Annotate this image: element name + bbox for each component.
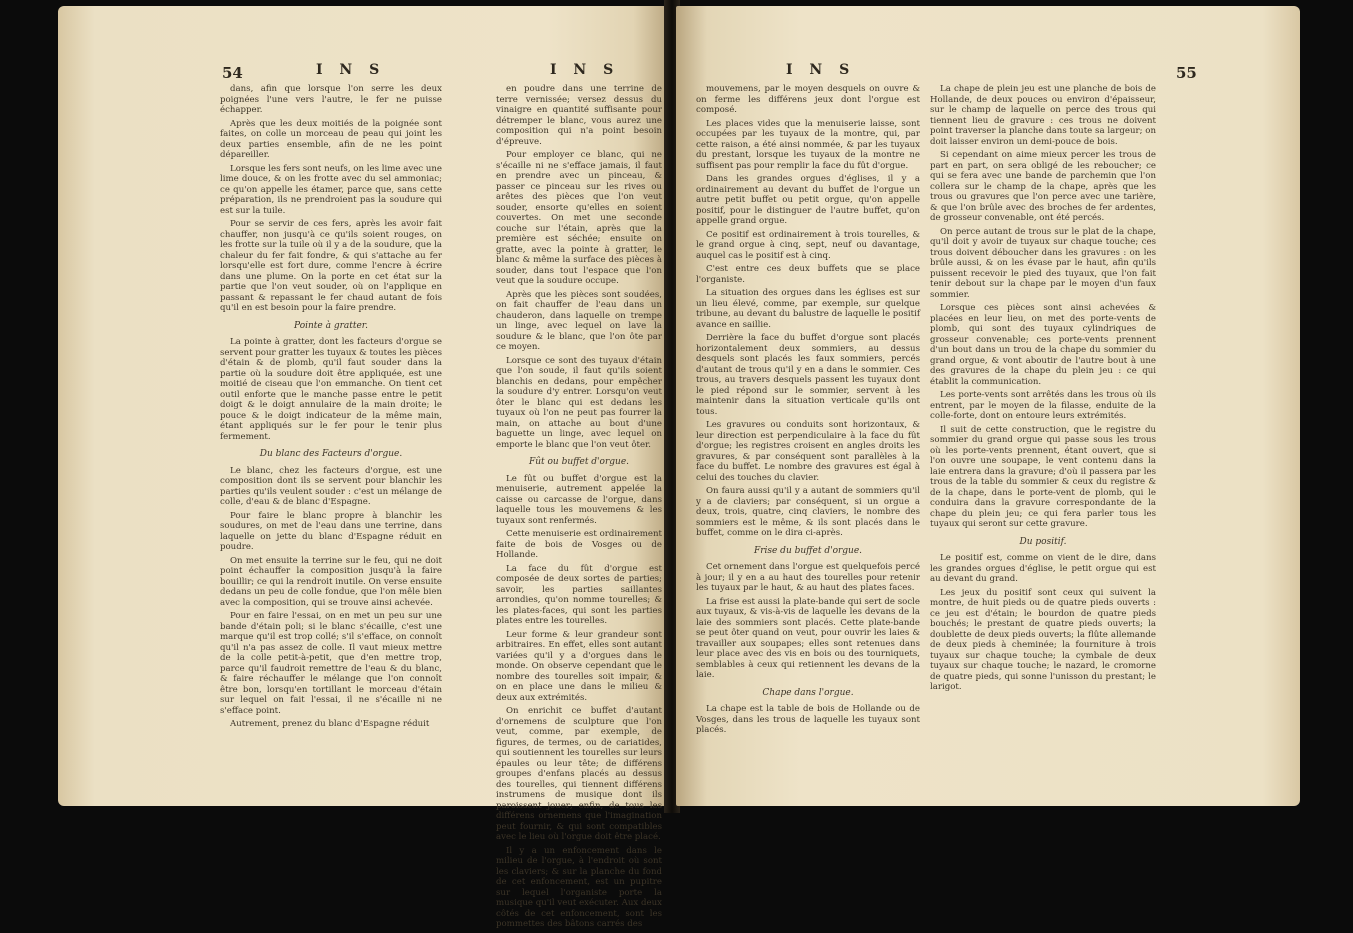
- paragraph: Les places vides que la menuiserie laisse, sont occupées par les tuyaux de la montre, qui, par cette raison, a été ainsi nommée, & par les tuyaux du prestant, lorsque les tuyaux de la montre ne suffisent pas pour remplir la face du fût d'orgue.: [696, 118, 920, 171]
- paragraph: Pour en faire l'essai, on en met un peu sur une bande d'étain poli; si le blanc s'écaille, c'est une marque qu'il est trop collé; s'il s'efface, on connoît qu'il n'a pas assez de colle. Il vaut mieux mettre de la colle petit-à-petit, que d'en mettre trop, parce qu'il faudroit remettre de l'eau & du blanc, & faire réchauffer le mélange que l'on connoît être bon, lorsqu'en tortillant le morceau d'étain sur lequel on fait l'essai, il ne s'écaille ni ne s'efface point.: [220, 611, 442, 716]
- paragraph: La frise est aussi la plate-bande qui sert de socle aux tuyaux, & vis-à-vis de laquelle les devans de la laie des sommiers sont placés. Cette plate-bande se peut ôter quand on veut, pour ouvrir les laies & travailler aux soupapes; elles sont retenues dans leur place avec des vis en bois ou des tourniquets, semblables à ceux qui retiennent les devans de la laie.: [696, 596, 920, 680]
- paragraph: On met ensuite la terrine sur le feu, qui ne doit point échauffer la composition jusqu'à la faire bouillir; ce qui la rendroit inutile. On verse ensuite dedans un peu de colle fondue, que l'on mêle bien avec la composition, qui se trouve ainsi achevée.: [220, 555, 442, 608]
- text-column-1: [220, 84, 442, 733]
- paragraph: Le blanc, chez les facteurs d'orgue, est une composition dont ils se servent pour blanchir les parties qu'ils veulent souder : c'est un mélange de colle, d'eau & de blanc d'Espagne.: [220, 465, 442, 507]
- paragraph: Cette menuiserie est ordinairement faite de bois de Vosges ou de Hollande.: [496, 529, 662, 560]
- paragraph: Autrement, prenez du blanc d'Espagne réduit: [230, 719, 430, 729]
- section-heading: Pointe à gratter.: [294, 320, 368, 331]
- text-column-1: [696, 84, 920, 739]
- paragraph: Il y a un enfoncement dans le milieu de l'orgue, à l'endroit où sont les claviers; & sur la planche du fond de cet enfoncement, est un pupitre sur lequel l'organiste porte la musique qu'il veut exécuter. Aux deux côtés de cet enfoncement, sont les pommettes des bâtons carrés des: [496, 845, 662, 929]
- paragraph: La situation des orgues dans les églises est sur un lieu élevé, comme, par exemple, sur quelque tribune, au devant du balustre de laquelle le positif avance en saillie.: [696, 288, 920, 330]
- paragraph: Leur forme & leur grandeur sont arbitraires. En effet, elles sont autant variées qu'il y a d'orgues dans le monde. On observe cependant que le nombre des tourelles soit impair, & on en place une dans le milieu & deux aux extrémités.: [496, 629, 662, 703]
- right-page: [676, 6, 1300, 806]
- paragraph: La chape de plein jeu est une planche de bois de Hollande, de deux pouces ou environ d'épaisseur, sur le champ de laquelle on perce des trous qui tiennent lieu de gravure : ces trous ne doivent point traverser la planche dans toute sa largeur; on doit laisser environ un demi-pouce de bois.: [930, 84, 1156, 147]
- paragraph: dans, afin que lorsque l'on serre les deux poignées l'une vers l'autre, le fer ne puisse échapper.: [220, 84, 442, 115]
- paragraph: Cet ornement dans l'orgue est quelquefois percé à jour; il y en a au haut des tourelles pour retenir les tuyaux par le haut, & au haut des plates faces.: [696, 562, 920, 593]
- paragraph: Derrière la face du buffet d'orgue sont placés horizontalement deux sommiers, au dessus desquels sont placés les faux sommiers, percés d'autant de trous qu'il y en a dans le sommier. Ces trous, au travers desquels passent les tuyaux dont le pied répond sur le sommier, servent à les maintenir dans la situation verticale qu'ils ont tous.: [696, 333, 920, 417]
- paragraph: Lorsque ce sont des tuyaux d'étain que l'on soude, il faut qu'ils soient blanchis en dedans, pour empêcher la soudure d'y entrer. Lorsqu'on veut ôter le blanc qui est dedans les tuyaux où l'on ne peut pas fourrer la main, on attache au bout d'une baguette un linge, avec lequel on emporte le blanc que l'on veut ôter.: [496, 355, 662, 450]
- section-heading: Du positif.: [1019, 536, 1067, 547]
- paragraph: Il suit de cette construction, que le registre du sommier du grand orgue qui passe sous les trous où les porte-vents prennent, étant ouvert, que si l'on ouvre une soupape, le vent contenu dans la laie entrera dans la gravure; d'où il passera par les trous de la table du sommier & ceux du registre & de la chape, dans le porte-vent de plomb, qui le conduira dans la gravure correspondante de la chape du plein jeu; ce qui fera parler tous les tuyaux qui seront sur cette gravure.: [930, 424, 1156, 529]
- section-heading: Fût ou buffet d'orgue.: [528, 457, 630, 467]
- paragraph: Si cependant on aime mieux percer les trous de part en part, on sera obligé de les reboucher; ce qui se fera avec une bande de parchemin que l'on collera sur le champ de la chape, après que les trous ou gravures que l'on perce avec une tarière, & que l'on brûle avec des broches de fer ardentes, de grosseur convenable, ont été percés.: [930, 150, 1156, 223]
- paragraph: Les porte-vents sont arrêtés dans les trous où ils entrent, par le moyen de la filasse, enduite de la colle-forte, dont on entoure leurs extrémités.: [930, 390, 1156, 421]
- paragraph: Lorsque les fers sont neufs, on les lime avec une lime douce, & on les frotte avec du sel ammoniac; ce qu'on appelle les étamer, parce que, sans cette préparation, ils ne prendroient pas la soudure qui est sur la tuile.: [220, 163, 442, 216]
- paragraph: mouvemens, par le moyen desquels on ouvre & on ferme les différens jeux dont l'orgue est composé.: [696, 84, 920, 115]
- page-number: 54: [222, 64, 243, 82]
- paragraph: Lorsque ces pièces sont ainsi achevées & placées en leur lieu, on met des porte-vents de plomb, qui sont des tuyaux cylindriques de grosseur convenable; ces porte-vents prennent d'un bout dans un trou de la chape du sommier du grand orgue, & vont aboutir de l'autre bout à une des gravures de la chape du plein jeu : ce qui établit la communication.: [930, 303, 1156, 387]
- paragraph: Dans les grandes orgues d'églises, il y a ordinairement au devant du buffet de l'orgue un autre petit buffet ou petit orgue, qu'on appelle positif, pour le distinguer de l'autre buffet, qu'on appelle grand orgue.: [696, 174, 920, 226]
- running-head: I N S: [316, 62, 386, 78]
- paragraph: C'est entre ces deux buffets que se place l'organiste.: [696, 264, 920, 285]
- left-page: [58, 6, 670, 929]
- paragraph: On faura aussi qu'il y a autant de sommiers qu'il y a de claviers; par conséquent, si un orgue a deux, trois, quatre, cinq claviers, le nombre des sommiers est le même, & ils sont placés dans le buffet, comme on le dira ci-après.: [696, 486, 920, 538]
- paragraph: Les jeux du positif sont ceux qui suivent la montre, de huit pieds ou de quatre pieds ouverts : ce jeu est d'étain; le bourdon de quatre pieds bouchés; le prestant de quatre pieds ouverts; la doublette de deux pieds ouverts; la flûte allemande de deux pieds à cheminée; la fourniture à trois tuyaux sur chaque touche; la cymbale de deux tuyaux sur chaque touche; le nazard, le cromorne de quatre pieds, qui sonne l'unisson du prestant; le larigot.: [930, 587, 1156, 692]
- paragraph: Pour employer ce blanc, qui ne s'écaille ni ne s'efface jamais, il faut en prendre avec un pinceau, & passer ce pinceau sur les rives ou arêtes des pièces que l'on veut souder, ensorte qu'elles en soient couvertes. On met une seconde couche sur l'étain, après que la première est séchée; ensuite on gratte, avec la pointe à gratter, le blanc & même la surface des pièces à souder, dans tout l'espace que l'on veut que la soudure occupe.: [496, 150, 662, 286]
- paragraph: Les gravures ou conduits sont horizontaux, & leur direction est perpendiculaire à la face du fût d'orgue; les registres croisent en angles droits les gravures, & par conséquent sont parallèles à la face du buffet. Le nombre des gravures est égal à celui des touches du clavier.: [696, 420, 920, 483]
- running-head-column-2: I N S: [550, 62, 620, 78]
- paragraph: Le positif est, comme on vient de le dire, dans les grandes orgues d'église, le petit orgue qui est au devant du grand.: [930, 553, 1156, 584]
- text-column-2: [930, 84, 1156, 696]
- section-heading: Frise du buffet d'orgue.: [753, 545, 863, 556]
- paragraph: La face du fût d'orgue est composée de deux sortes de parties; savoir, les parties saillantes arrondies, qu'on nomme tourelles; & les plates-faces, qui sont les parties plates entre les tourelles.: [496, 563, 662, 626]
- text-column-2: [496, 84, 662, 933]
- section-heading: Du blanc des Facteurs d'orgue.: [259, 449, 403, 459]
- paragraph: Pour se servir de ces fers, après les avoir fait chauffer, non jusqu'à ce qu'ils soient rouges, on les frotte sur la tuile où il y a de la soudure, que la chaleur du fer fait fondre, & qui s'attache au fer lorsqu'elle est fort dure, comme l'encre à écrire dans une plume. On la porte en cet état sur la partie que l'on veut souder, où on l'applique en passant & repassant le fer chaud autant de fois qu'il en est besoin pour la faire prendre.: [220, 219, 442, 313]
- paragraph: La pointe à gratter, dont les facteurs d'orgue se servent pour gratter les tuyaux & toutes les pièces d'étain & de plomb, qu'il faut souder dans la partie où la soudure doit être appliquée, est une moitié de ciseau que l'on emmanche. On tient cet outil enforte que le manche passe entre le petit doigt & le doigt annulaire de la main droite; le pouce & le doigt indicateur de la même main, étant appliqués sur le fer pour le tenir plus fermement.: [220, 337, 442, 442]
- paragraph: Le fût ou buffet d'orgue est la menuiserie, autrement appelée la caisse ou carcasse de l'orgue, dans laquelle tous les mouvemens & les tuyaux sont renfermés.: [496, 473, 662, 526]
- paragraph: Ce positif est ordinairement à trois tourelles, & le grand orgue à cinq, sept, neuf ou davantage, auquel cas le positif est à cinq.: [696, 229, 920, 261]
- paragraph: Après que les deux moitiés de la poignée sont faites, on colle un morceau de peau qui joint les deux parties ensemble, afin de ne les point dépareiller.: [220, 118, 442, 160]
- paragraph: Pour faire le blanc propre à blanchir les soudures, on met de l'eau dans une terrine, dans laquelle on jette du blanc d'Espagne réduit en poudre.: [220, 510, 442, 552]
- paragraph: La chape est la table de bois de Hollande ou de Vosges, dans les trous de laquelle les tuyaux sont placés.: [696, 704, 920, 735]
- paragraph: On perce autant de trous sur le plat de la chape, qu'il doit y avoir de tuyaux sur chaque touche; ces trous doivent déboucher dans les gravures : on les brûle aussi, & on les évase par le haut, afin qu'ils puissent recevoir le pied des tuyaux, que l'on fait tenir debout sur la chape par le moyen d'un faux sommier.: [930, 226, 1156, 300]
- paragraph: On enrichit ce buffet d'autant d'ornemens de sculpture que l'on veut, comme, par exemple, de figures, de termes, ou de cariatides, qui soutiennent les tourelles sur leurs épaules ou leur tête; de différens groupes d'enfans placés au dessus des tourelles, qui tiennent différens instrumens de musique dont ils paroissent jouer; enfin, de tous les différens ornemens que l'imagination peut fournir, & qui sont compatibles avec le lieu où l'orgue doit être placé.: [496, 706, 662, 842]
- paragraph: en poudre dans une terrine de terre vernissée; versez dessus du vinaigre en quantité suffisante pour détremper le blanc, vous aurez une composition qui n'a point besoin d'épreuve.: [496, 84, 662, 147]
- paragraph: Après que les pièces sont soudées, on fait chauffer de l'eau dans un chauderon, dans laquelle on trempe un linge, avec lequel on lave la soudure & le blanc, que l'on ôte par ce moyen.: [496, 289, 662, 352]
- page-number: 55: [1176, 64, 1197, 82]
- section-heading: Chape dans l'orgue.: [762, 687, 854, 698]
- running-head: I N S: [786, 62, 856, 78]
